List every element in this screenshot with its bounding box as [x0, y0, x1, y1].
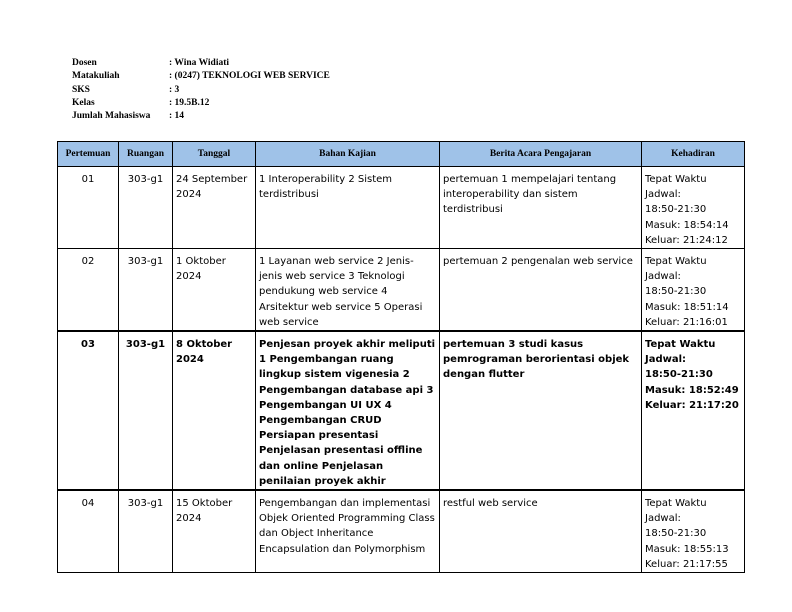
cell-kehadiran [642, 331, 745, 490]
check-out-time: Keluar: 21:17:55 [645, 558, 728, 570]
cell-kehadiran [642, 249, 745, 332]
info-row-dosen [72, 57, 330, 70]
column-header-bahan-kajian: Bahan Kajian [256, 142, 440, 167]
info-value: : Wina Widiati [169, 58, 230, 68]
cell-pertemuan: 02 [58, 249, 119, 332]
info-value: : 14 [169, 111, 185, 122]
schedule-label: Jadwal: [645, 189, 681, 201]
check-out-time: Keluar: 21:17:20 [645, 399, 739, 411]
cell-bahan-kajian: 1 Layanan web service 2 Jenis-jenis web service 3 Teknologi pendukung web service 4 Arsitektur web service 5 Operasi web service [256, 249, 440, 332]
info-label: Matakuliah [72, 71, 120, 82]
cell-ruangan: 303-g1 [119, 331, 173, 490]
check-in-time: Masuk: 18:55:13 [645, 543, 729, 555]
cell-berita-acara: pertemuan 3 studi kasus pemrograman berorientasi objek dengan flutter [440, 331, 642, 490]
course-info [72, 57, 330, 123]
schedule-time: 18:50-21:30 [645, 369, 713, 381]
schedule-label: Jadwal: [645, 513, 681, 525]
cell-kehadiran [642, 490, 745, 573]
column-header-pertemuan: Pertemuan [58, 142, 119, 167]
cell-berita-acara: pertemuan 2 pengenalan web service [440, 249, 642, 332]
info-label: Kelas [72, 97, 95, 108]
attendance-status: Tepat Waktu [645, 256, 707, 268]
attendance-status: Tepat Waktu [645, 498, 707, 510]
attendance-status: Tepat Waktu [645, 339, 716, 351]
teaching-record-table [57, 141, 745, 573]
info-value: : 3 [169, 84, 180, 95]
info-row-kelas [72, 97, 330, 110]
cell-pertemuan: 01 [58, 167, 119, 249]
cell-bahan-kajian: Penjesan proyek akhir meliputi 1 Pengembangan ruang lingkup sistem vigenesia 2 Pengembangan database api 3 Pengembangan UI UX 4 Pengembangan CRUD Persiapan presentasi Penjelasan presentasi offline dan online Penjelasan penilaian proyek akhir [256, 331, 440, 490]
check-in-time: Masuk: 18:52:49 [645, 384, 739, 396]
column-header-ruangan: Ruangan [119, 142, 173, 167]
info-label: Jumlah Mahasiswa [72, 111, 151, 122]
attendance-status: Tepat Waktu [645, 174, 707, 185]
info-row-jumlah-mahasiswa [72, 110, 330, 123]
check-in-time: Masuk: 18:54:14 [645, 219, 729, 231]
cell-pertemuan: 03 [58, 331, 119, 490]
table-header-row [58, 142, 745, 167]
cell-tanggal: 24 September 2024 [173, 167, 256, 249]
info-value: : 19.5B.12 [169, 97, 210, 108]
table-row [58, 490, 745, 573]
cell-pertemuan: 04 [58, 490, 119, 573]
info-row-matakuliah [72, 70, 330, 83]
schedule-time: 18:50-21:30 [645, 286, 707, 298]
cell-berita-acara: restful web service [440, 490, 642, 573]
cell-bahan-kajian: 1 Interoperability 2 Sistem terdistribusi [256, 167, 440, 249]
cell-kehadiran [642, 167, 745, 249]
info-row-sks [72, 84, 330, 97]
check-in-time: Masuk: 18:51:14 [645, 301, 729, 313]
column-header-kehadiran: Kehadiran [642, 142, 745, 167]
schedule-label: Jadwal: [645, 354, 687, 366]
info-value: : (0247) TEKNOLOGI WEB SERVICE [169, 71, 330, 82]
cell-ruangan: 303-g1 [119, 490, 173, 573]
cell-bahan-kajian: Pengembangan dan implementasi Objek Oriented Programming Class dan Object Inheritance Encapsulation dan Polymorphism [256, 490, 440, 573]
check-out-time: Keluar: 21:24:12 [645, 234, 728, 246]
column-header-tanggal: Tanggal [173, 142, 256, 167]
table-row [58, 331, 745, 490]
info-label: SKS [72, 84, 90, 95]
schedule-time: 18:50-21:30 [645, 528, 707, 540]
cell-tanggal: 1 Oktober 2024 [173, 249, 256, 332]
table-row [58, 249, 745, 332]
cell-tanggal: 8 Oktober 2024 [173, 331, 256, 490]
info-label: Dosen [72, 58, 97, 68]
check-out-time: Keluar: 21:16:01 [645, 316, 728, 328]
cell-tanggal: 15 Oktober 2024 [173, 490, 256, 573]
schedule-time: 18:50-21:30 [645, 204, 707, 216]
table-row [58, 167, 745, 249]
cell-berita-acara: pertemuan 1 mempelajari tentang interoperability dan sistem terdistribusi [440, 167, 642, 249]
column-header-berita-acara: Berita Acara Pengajaran [440, 142, 642, 167]
schedule-label: Jadwal: [645, 271, 681, 283]
cell-ruangan: 303-g1 [119, 167, 173, 249]
cell-ruangan: 303-g1 [119, 249, 173, 332]
